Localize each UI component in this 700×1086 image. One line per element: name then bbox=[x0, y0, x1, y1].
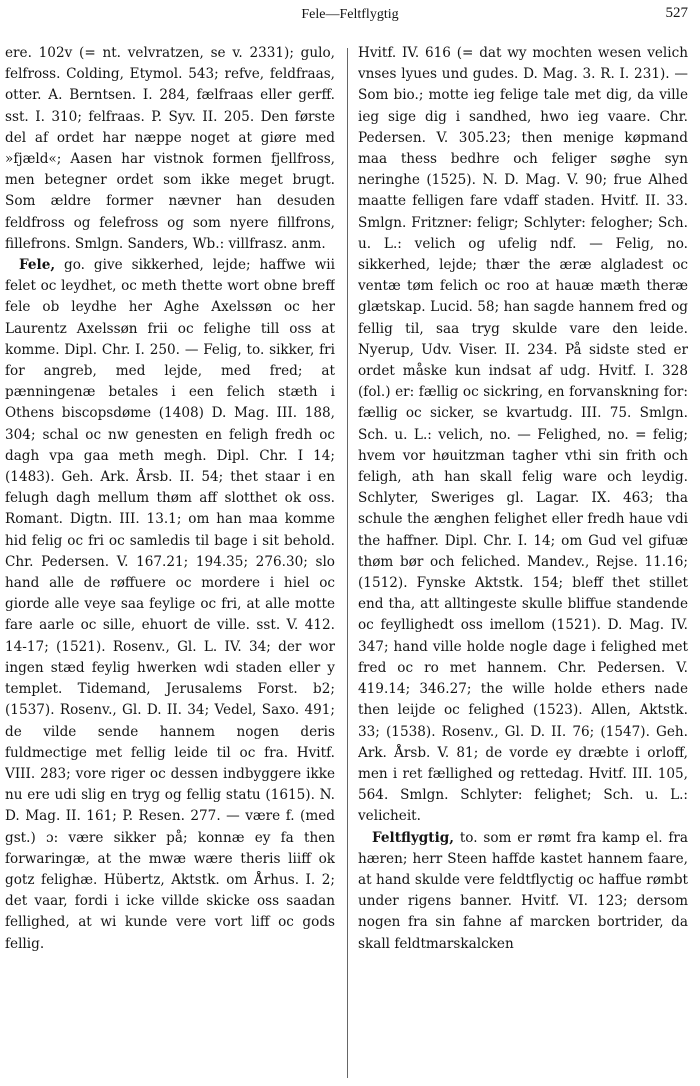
headword-fele: Fele, bbox=[19, 257, 56, 274]
column-divider bbox=[347, 48, 348, 1078]
running-title: Fele—Feltflygtig bbox=[301, 7, 399, 22]
entry-feltflygtig-text: to. som er rømt fra kamp el. fra hæren; herr Steen haffde kastet hannem faare, at hand skulde vere feldtflyctig oc haffue rømbt under rigens banner. Hvitf. VI. 123; dersom nogen fra sin fahne af marcken bortrider, da skall feldtmarskalcken bbox=[358, 829, 688, 952]
entry-continuation: ere. 102v (= nt. velvratzen, se v. 2331); gulo, felfross. Colding, Etymol. 543; refve, feldfraas, otter. A. Berntsen. I. 284, fælfraas eller gerff. sst. I. 310; felfraas. P. Syv. II. 205. Den første del af ordet har næppe noget at giøre med »fjæld«; Aasen har vistnok formen fjellfross, men betegner ordet som ikke meget brugt. Som ældre former nævner han desuden feldfross og felefross og som nyere fillfrons, fillefrons. Smlgn. Sanders, Wb.: villfrasz. anm. bbox=[5, 45, 335, 252]
page-number: 527 bbox=[665, 5, 688, 21]
right-column bbox=[358, 43, 688, 1083]
entry-feltflygtig bbox=[358, 828, 688, 955]
entry-felig-continued: Hvitf. IV. 616 (= dat wy mochten wesen velich vnses lyues und gudes. D. Mag. 3. R. I. 231). — Som bio.; motte ieg felige tale met dig, da ville ieg sige dig i sandhed, hwo ieg vaare. Chr. Pedersen. V. 305.23; then menige køpmand maa thess bedhre och feliger søghe syn neringhe (1525). N. D. Mag. V. 90; frue Alhed maatte felligen fare vdaff staden. Hvitf. II. 33. Smlgn. Fritzner: feligr; Schlyter: felogher; Sch. u. L.: velich og ufelig ndf. — Felig, no. sikkerhed, lejde; thær the æræ algladest oc ventæ tøm felich oc roo at hauæ mæth theræ glætskap. Lucid. 58; han sagde hannem fred og fellig til, saa tryg skulde vare den leide. Nyerup, Udv. Viser. II. 234. På sidste sted er ordet måske kun indsat af udg. Hvitf. I. 328 (fol.) er: fællig oc sickring, en forvanskning for: fællig oc sicker, se kvartudg. III. 75. Smlgn. Sch. u. L.: velich, no. — Felighed, no. = felig; hvem vor høuitzman tagher vthi sin frith och feligh, ath han skall felig ware och leydig. Schlyter, Sweriges gl. Lagar. IX. 463; tha schule the ænghen felighet eller fredh haue vdi the haffner. Dipl. Chr. I. 14; om Gud vel gifuæ thøm bør och feliched. Mandev., Rejse. 11.16; (1512). Fynske Aktstk. 154; bleff thet stillet end tha, att alltingeste skulle bliffue standende oc feyllighedt oss imellom (1521). D. Mag. IV. 347; hand ville holde nogle dage i felighed met fred oc ro met hannem. Chr. Pedersen. V. 419.14; 346.27; the wille holde ethers nade then leijde oc felighed (1523). Allen, Aktstk. 33; (1538). Rosenv., Gl. D. II. 76; (1547). Geh. Ark. Årsb. V. 81; de vorde ey dræbte i orloff, men i ret fællighed og rettedag. Hvitf. III. 105, 564. Smlgn. Schlyter: felighet; Sch. u. L.: velicheit. bbox=[358, 45, 688, 825]
headword-feltflygtig: Feltflygtig, bbox=[372, 829, 454, 846]
page-header bbox=[0, 0, 700, 40]
entry-fele-text: go. give sikkerhed, lejde; haffwe wii felet oc leydhet, oc meth thette wort obne breff fele ob leydhe her Aghe Axelssøn oc her Laurentz Axelssøn frii oc felighe till oss at komme. Dipl. Chr. I. 250. — Felig, to. sikker, fri for angreb, med lejde, med fred; at pænningenæ betales i een felich stæth i Othens biscopsdøme (1408) D. Mag. III. 188, 304; schal oc nw genesten en feligh fredh oc dagh vpa gaa meth megh. Dipl. Chr. I 14; (1483). Geh. Ark. Årsb. II. 54; thet staar i en felugh dagh mellum thøm aff slotthet ok oss. Romant. Digtn. III. 13.1; om han maa komme hid felig oc fri oc samledis til bage i sit behold. Chr. Pedersen. V. 167.21; 194.35; 276.30; slo hand alle de røffuere oc mordere i hiel oc giorde alle veye saa feylige oc fri, at alle motte fare aarle oc sille, ehuort de ville. sst. V. 412. 14-17; (1521). Rosenv., Gl. L. IV. 34; der wor ingen stæd feylig hwerken wdi staden eller y templet. Tidemand, Jerusalems Forst. b2; (1537). Rosenv., Gl. D. II. 34; Vedel, Saxo. 491; de vilde sende hannem nogen deris fuldmectige met fellig leide til oc fra. Hvitf. VIII. 283; vore riger oc dessen indbyggere ikke nu ere udi slig en tryg og fellig statu (1615). N. D. Mag. II. 161; P. Resen. 277. — være f. (med gst.) ɔ: være sikker på; konnæ ey fa then forwaringæ, at the mwæ wære theris liiff ok gotz felighæ. Hübertz, Aktstk. om Århus. I. 2; det vaar, fordi i icke villde skicke oss saadan fellighed, at wi kunde vere vort liff oc gods fellig. bbox=[5, 257, 335, 952]
entry-fele bbox=[5, 255, 335, 955]
left-column bbox=[5, 43, 335, 1083]
